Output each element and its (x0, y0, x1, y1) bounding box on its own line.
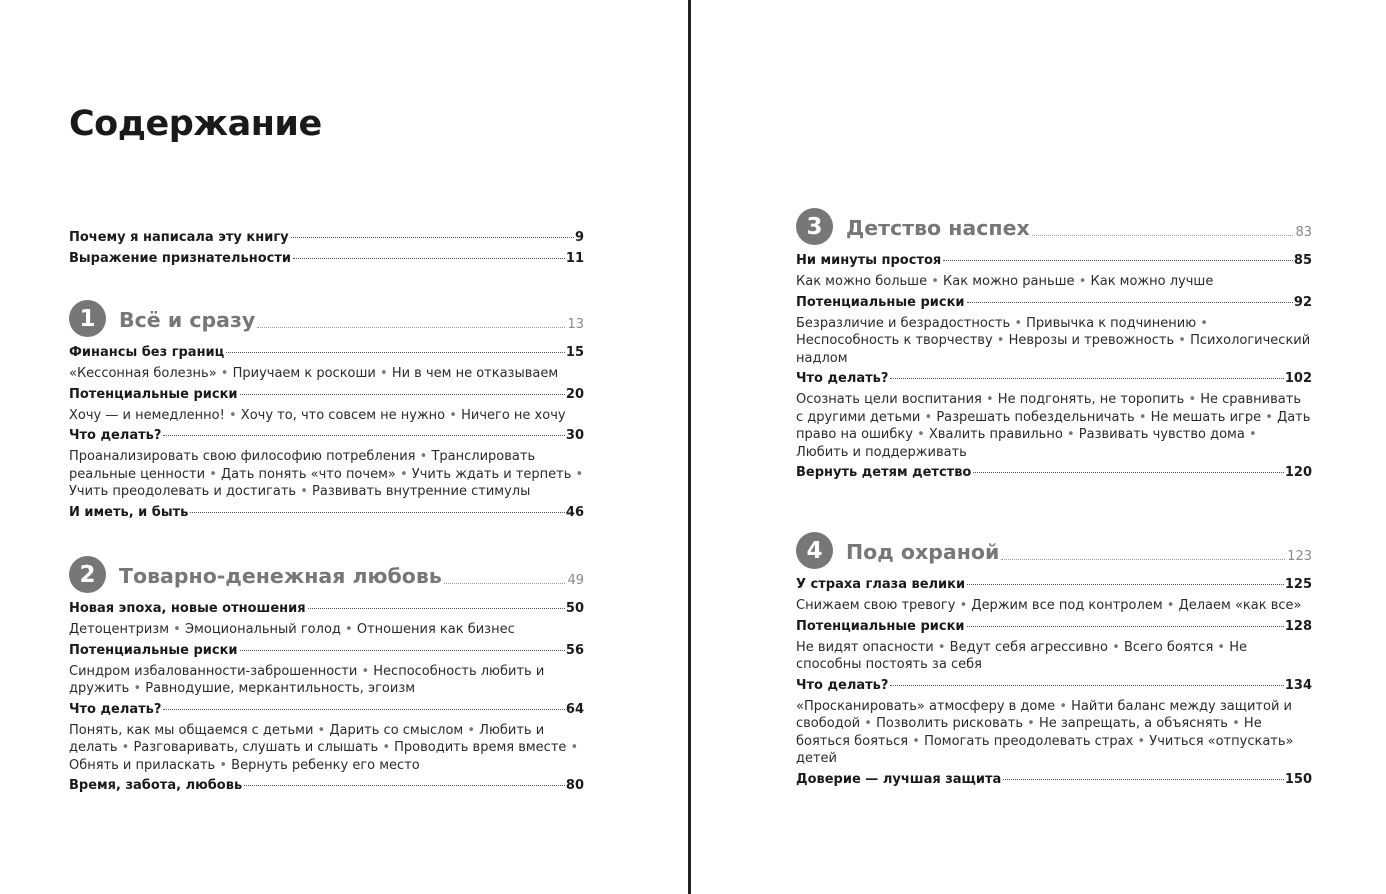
intro-entries (69, 230, 584, 267)
topic-list: Не видят опасности • Ведут себя агрессивно • Всего боятся • Не способны постоять за себя (796, 639, 1247, 672)
toc-entry[interactable]: Доверие — лучшая защита 150 (796, 771, 1312, 787)
toc-entry[interactable]: Потенциальные риски 56 (69, 642, 584, 658)
topic-list: Осознать цели воспитания • Не подгонять, не торопить • Не сравнивать с другими детьми • Разрешать побездельничать • Не мешать игре • Дать право на ошибку • Хвалить правильно • Развивать чувство дома • Любить и поддерживать (796, 392, 1311, 460)
book-spine (688, 0, 691, 894)
chapter-heading[interactable] (69, 556, 584, 593)
chapter-number-badge: 3 (796, 208, 833, 245)
toc-entry[interactable]: Потенциальные риски 20 (69, 386, 584, 402)
toc-entry[interactable]: Что делать? 64 (69, 701, 584, 717)
toc-entry[interactable]: Ни минуты простоя 85 (796, 253, 1312, 268)
toc-entry[interactable]: Что делать? 134 (796, 677, 1312, 693)
chapter-number-badge: 4 (796, 532, 833, 569)
toc-entry[interactable]: Потенциальные риски 92 (796, 294, 1312, 310)
chapter-page: 13 (567, 317, 584, 332)
toc-entry[interactable]: У страха глаза велики 125 (796, 577, 1312, 592)
toc-entry[interactable]: И иметь, и быть 46 (69, 504, 584, 520)
topic-list: «Кессонная болезнь» • Приучаем к роскоши • Ни в чем не отказываем (69, 366, 559, 381)
chapter-heading[interactable] (69, 300, 584, 337)
chapter-title: Под охраной (846, 540, 1000, 564)
topic-list: Детоцентризм • Эмоциональный голод • Отношения как бизнес (69, 622, 515, 637)
chapter-title: Товарно-денежная любовь (119, 564, 442, 588)
topic-list: Понять, как мы общаемся с детьми • Дарить со смыслом • Любить и делать • Разговаривать, слушать и слышать • Проводить время вместе • Обнять и приласкать • Вернуть ребенку его место (69, 722, 579, 773)
toc-entry[interactable]: Новая эпоха, новые отношения 50 (69, 601, 584, 616)
chapter-3 (796, 208, 1312, 481)
page-title: Содержание (69, 104, 322, 144)
chapter-page: 49 (567, 573, 584, 588)
topic-list: Проанализировать свою философию потребления • Транслировать реальные ценности • Дать понять «что почем» • Учить ждать и терпеть • Учить преодолевать и достигать • Развивать внутренние стимулы (69, 449, 584, 499)
chapter-number-badge: 2 (69, 556, 106, 593)
toc-entry[interactable]: Финансы без границ 15 (69, 345, 584, 360)
toc-entry[interactable]: Потенциальные риски 128 (796, 618, 1312, 634)
topic-list: Как можно больше • Как можно раньше • Как можно лучше (796, 274, 1214, 289)
topic-list: Синдром избалованности-заброшенности • Неспособность любить и дружить • Равнодушие, меркантильность, эгоизм (69, 663, 545, 696)
toc-entry[interactable]: Что делать? 102 (796, 371, 1312, 386)
topic-list: Безразличие и безрадостность • Привычка к подчинению • Неспособность к творчеству • Неврозы и тревожность • Психологический надлом (796, 315, 1311, 366)
chapter-heading[interactable] (796, 208, 1312, 245)
toc-entry[interactable]: Время, забота, любовь 80 (69, 778, 584, 793)
topic-list: «Просканировать» атмосферу в доме • Найти баланс между защитой и свободой • Позволить рисковать • Не запрещать, а объяснять • Не бояться бояться • Помогать преодолевать страх • Учиться «отпускать» детей (796, 698, 1294, 766)
toc-entry[interactable]: Что делать? 30 (69, 428, 584, 443)
chapter-4 (796, 532, 1312, 788)
chapter-1 (69, 300, 584, 521)
toc-entry[interactable]: Выражение признательности 11 (69, 251, 584, 266)
toc-entry[interactable]: Вернуть детям детство 120 (796, 465, 1312, 480)
chapter-title: Детство наспех (846, 216, 1030, 240)
chapter-title: Всё и сразу (119, 308, 256, 332)
chapter-2 (69, 556, 584, 794)
toc-entry[interactable]: Почему я написала эту книгу 9 (69, 230, 584, 245)
topic-list: Снижаем свою тревогу • Держим все под контролем • Делаем «как все» (796, 598, 1302, 613)
chapter-page: 123 (1287, 549, 1312, 564)
chapter-heading[interactable] (796, 532, 1312, 569)
chapter-page: 83 (1295, 225, 1312, 240)
chapter-number-badge: 1 (69, 300, 106, 337)
topic-list: Хочу — и немедленно! • Хочу то, что совсем не нужно • Ничего не хочу (69, 407, 566, 423)
